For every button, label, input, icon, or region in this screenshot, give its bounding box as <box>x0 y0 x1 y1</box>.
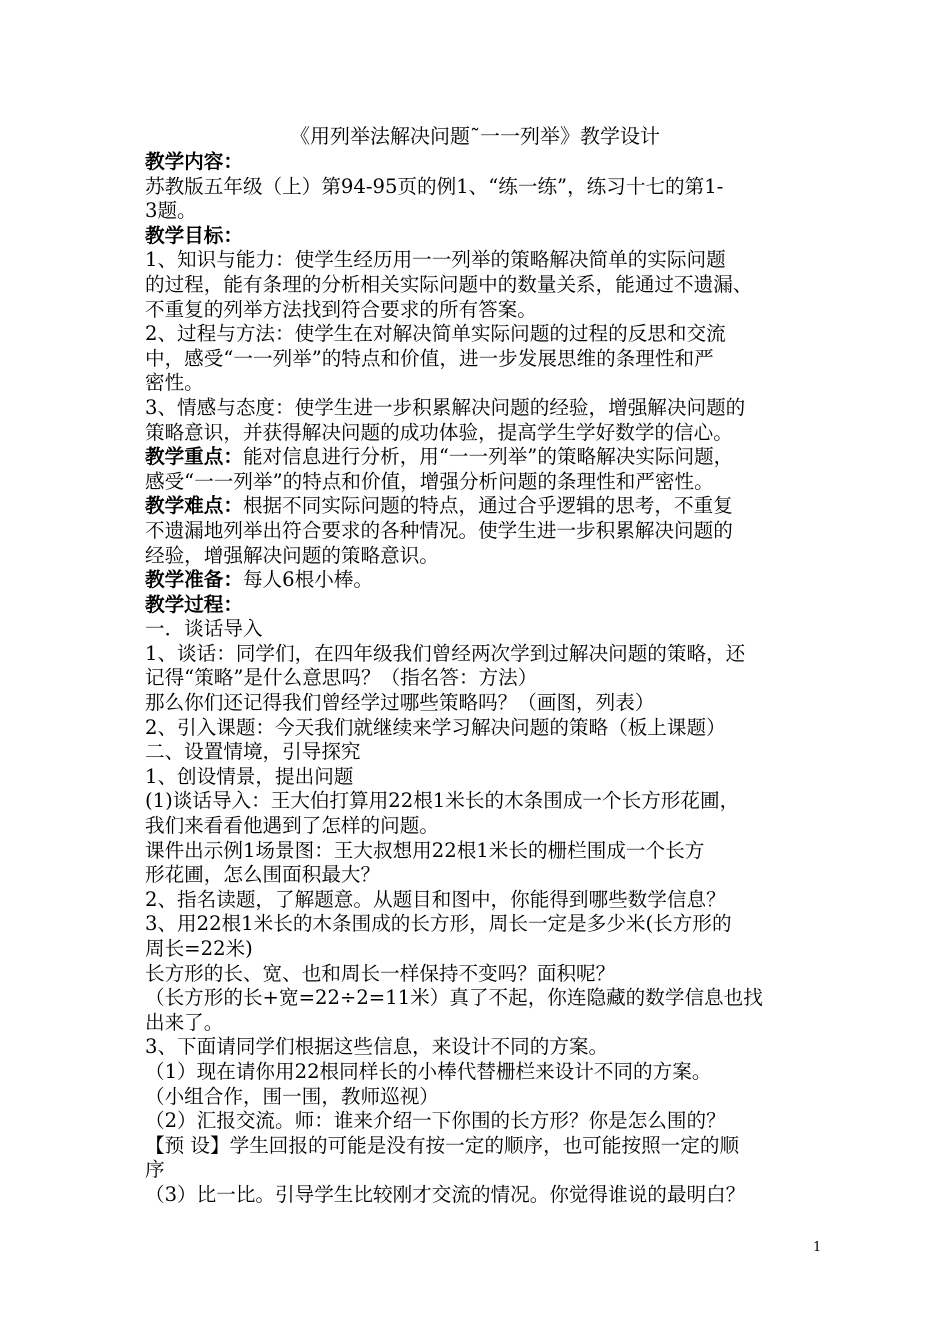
text-line <box>145 175 825 200</box>
line-text: （1）现在请你用22根同样长的小棒代替栅栏来设计不同的方案。 <box>145 1059 712 1083</box>
line-text: 3、用22根1米长的木条围成的长方形，周长一定是多少米(长方形的 <box>145 912 732 936</box>
text-line <box>145 544 825 569</box>
text-line <box>145 224 825 249</box>
text-line <box>145 888 825 913</box>
section-label: 教学内容： <box>145 150 243 173</box>
text-line <box>145 199 825 224</box>
text-line <box>145 371 825 396</box>
text-line <box>145 445 825 470</box>
text-line <box>145 1134 825 1159</box>
section-label: 教学准备： <box>145 568 243 592</box>
line-text: 感受“一一列举”的特点和价值，增强分析问题的条理性和严密性。 <box>145 469 714 493</box>
line-text: 我们来看看他遇到了怎样的问题。 <box>145 814 439 838</box>
text-line <box>145 150 825 175</box>
text-line <box>145 863 825 888</box>
text-line <box>145 1011 825 1036</box>
line-text: 3、下面请同学们根据这些信息，来设计不同的方案。 <box>145 1035 609 1059</box>
line-text: 二、设置情境，引导探究 <box>145 740 361 764</box>
text-line <box>145 593 825 618</box>
line-text: （长方形的长+宽=22÷2=11米）真了不起，你连隐藏的数学信息也找 <box>145 986 763 1010</box>
text-line <box>145 421 825 446</box>
line-text: 每人6根小棒。 <box>242 568 373 592</box>
text-line <box>145 494 825 519</box>
text-line <box>145 1109 825 1134</box>
text-line <box>145 568 825 593</box>
text-line <box>145 765 825 790</box>
text-line <box>145 298 825 323</box>
line-text: （3）比一比。引导学生比较刚才交流的情况。你觉得谁说的最明白？ <box>145 1182 746 1206</box>
document-body <box>145 150 825 1208</box>
line-text: 序 <box>145 1158 165 1182</box>
text-line <box>145 1158 825 1183</box>
text-line <box>145 273 825 298</box>
text-line <box>145 1183 825 1208</box>
text-line <box>145 691 825 716</box>
section-label: 教学重点： <box>145 445 243 469</box>
line-text: 策略意识，并获得解决问题的成功体验，提高学生学好数学的信心。 <box>145 420 733 444</box>
text-line <box>145 962 825 987</box>
text-line <box>145 1035 825 1060</box>
line-text: (1)谈话导入：王大伯打算用22根1米长的木条围成一个长方形花圃， <box>145 789 740 813</box>
line-text: 经验，增强解决问题的策略意识。 <box>145 543 439 567</box>
text-line <box>145 617 825 642</box>
line-text: 根据不同实际问题的特点，通过合乎逻辑的思考，不重复 <box>242 494 733 518</box>
text-line <box>145 396 825 421</box>
line-text: 1、知识与能力：使学生经历用一一列举的策略解决简单的实际问题 <box>145 248 726 272</box>
text-line <box>145 740 825 765</box>
text-line <box>145 519 825 544</box>
line-text: 苏教版五年级（上）第94-95页的例1、“练一练”，练习十七的第1- <box>145 174 724 198</box>
text-line <box>145 912 825 937</box>
line-text: 3题。 <box>145 199 197 223</box>
line-text: （2）汇报交流。师：谁来介绍一下你围的长方形？你是怎么围的？ <box>145 1109 726 1133</box>
line-text: 3、情感与态度：使学生进一步积累解决问题的经验，增强解决问题的 <box>145 395 746 419</box>
section-label: 教学难点： <box>145 494 243 518</box>
text-line <box>145 470 825 495</box>
text-line <box>145 986 825 1011</box>
text-line <box>145 1085 825 1110</box>
line-text: 出来了。 <box>145 1010 224 1034</box>
line-text: 的过程，能有条理的分析相关实际问题中的数量关系，能通过不遗漏、 <box>145 272 753 296</box>
line-text: 不重复的列举方法找到符合要求的所有答案。 <box>145 297 537 321</box>
line-text: 中，感受“一一列举”的特点和价值，进一步发展思维的条理性和严 <box>145 346 714 370</box>
line-text: 课件出示例1场景图：王大叔想用22根1米长的栅栏围成一个长方 <box>145 838 705 862</box>
text-line <box>145 814 825 839</box>
text-line <box>145 937 825 962</box>
line-text: 1、谈话：同学们，在四年级我们曾经两次学到过解决问题的策略，还 <box>145 641 746 665</box>
text-line <box>145 666 825 691</box>
section-label: 教学过程： <box>145 592 243 616</box>
line-text: 2、指名读题，了解题意。从题目和图中，你能得到哪些数学信息？ <box>145 887 726 911</box>
line-text: 密性。 <box>145 371 204 395</box>
line-text: 周长=22米) <box>145 937 253 960</box>
text-line <box>145 347 825 372</box>
text-line <box>145 839 825 864</box>
text-line <box>145 1060 825 1085</box>
line-text: 能对信息进行分析，用“一一列举”的策略解决实际问题， <box>242 445 734 469</box>
text-line <box>145 642 825 667</box>
line-text: （小组合作，围一围，教师巡视） <box>145 1084 439 1108</box>
text-line <box>145 248 825 273</box>
text-line <box>145 716 825 741</box>
text-line <box>145 789 825 814</box>
text-line <box>145 322 825 347</box>
line-text: 2、过程与方法：使学生在对解决简单实际问题的过程的反思和交流 <box>145 322 726 346</box>
line-text: 记得“策略”是什么意思吗？（指名答：方法） <box>145 666 538 690</box>
line-text: 一．谈话导入 <box>145 617 263 641</box>
line-text: 不遗漏地列举出符合要求的各种情况。使学生进一步积累解决问题的 <box>145 518 733 542</box>
page-number: 1 <box>813 1240 822 1255</box>
document-title: 《用列举法解决问题˜一一列举》教学设计 <box>290 124 660 148</box>
line-text: 【预 设】学生回报的可能是没有按一定的顺序，也可能按照一定的顺 <box>145 1133 740 1157</box>
line-text: 长方形的长、宽、也和周长一样保持不变吗？面积呢？ <box>145 961 616 985</box>
line-text: 形花圃，怎么围面积最大？ <box>145 863 381 887</box>
line-text: 那么你们还记得我们曾经学过哪些策略吗？（画图，列表） <box>145 691 655 715</box>
section-label: 教学目标： <box>145 223 243 247</box>
line-text: 2、引入课题：今天我们就继续来学习解决问题的策略（板上课题） <box>145 715 726 739</box>
line-text: 1、创设情景，提出问题 <box>145 764 354 788</box>
